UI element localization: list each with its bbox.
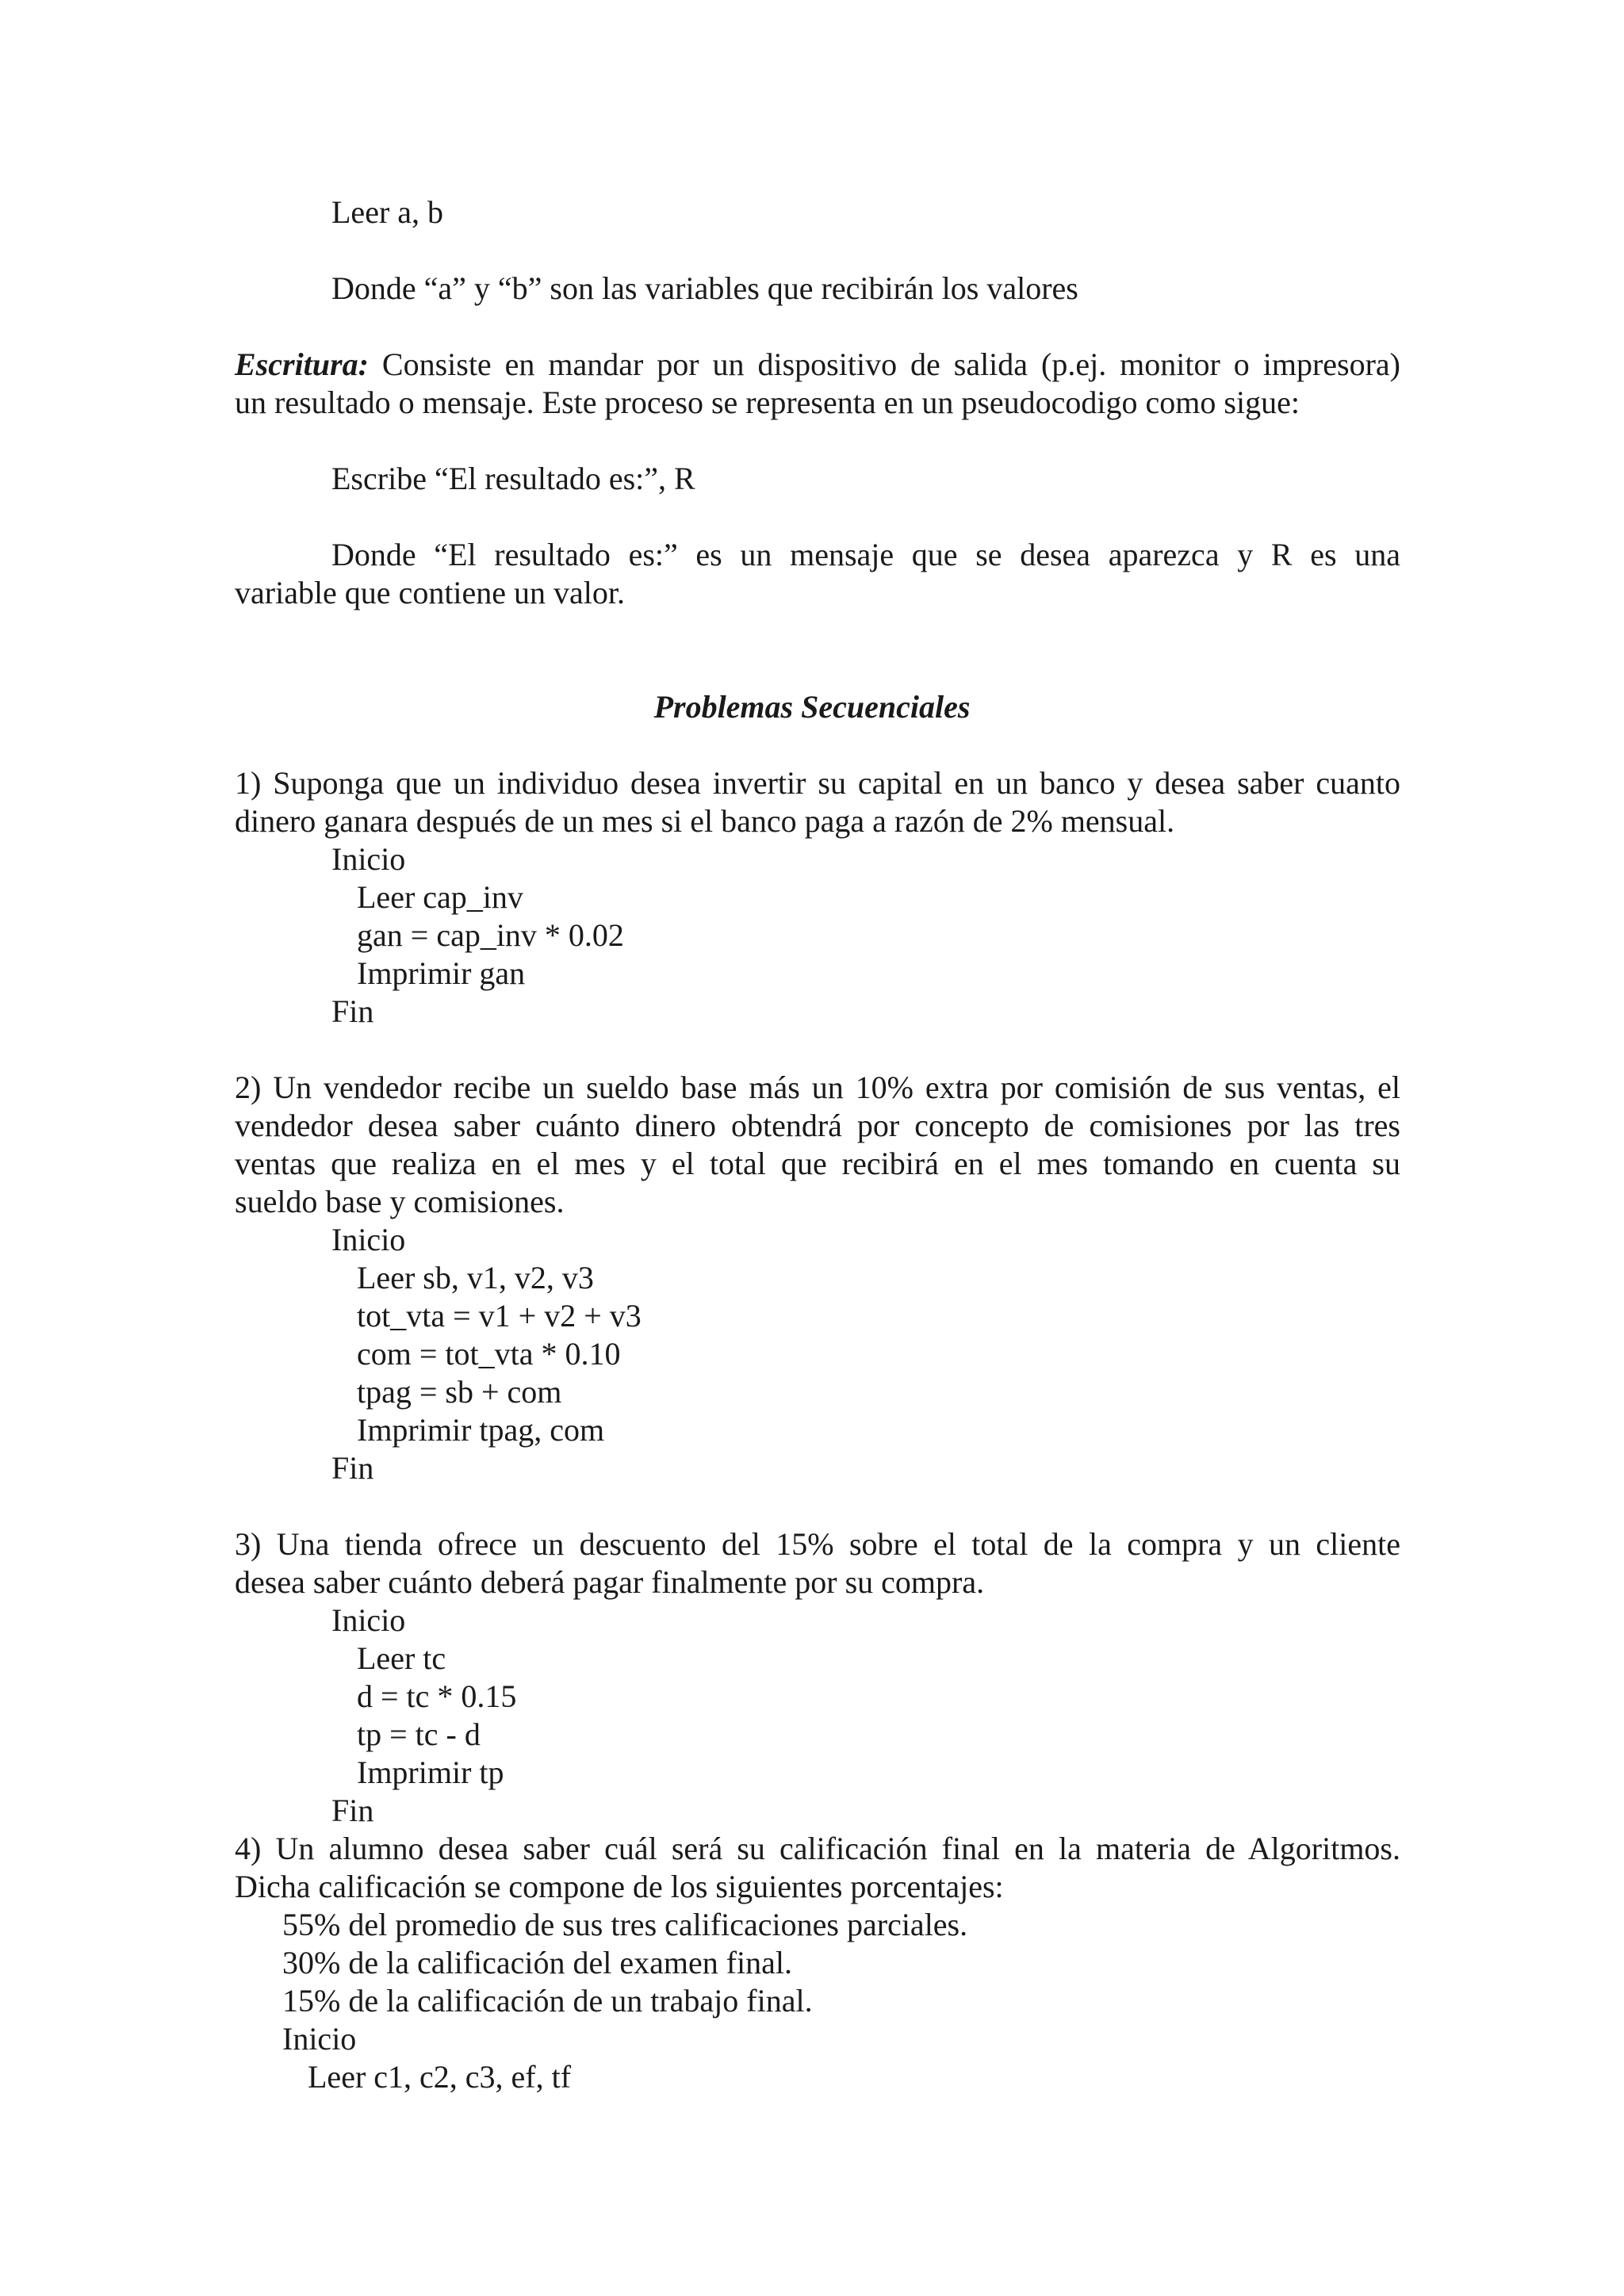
problem-1-code-fin: Fin xyxy=(331,993,374,1029)
problem-1-code-line: gan = cap_inv * 0.02 xyxy=(357,917,624,953)
problem-3-code-line: tp = tc - d xyxy=(357,1716,481,1752)
problem-1-code-inicio: Inicio xyxy=(331,841,406,877)
problem-2-text-line-1: 2) Un vendedor recibe un sueldo base más un 10% extra por comisión de sus ventas, el xyxy=(235,1070,1400,1105)
problem-2-text-line-3: ventas que realiza en el mes y el total que recibirá en el mes tomando en cuenta su xyxy=(235,1146,1400,1181)
problem-4-text-line-1: 4) Un alumno desea saber cuál será su calificación final en la materia de Algoritmos. xyxy=(235,1831,1400,1866)
problem-3-text-line-2: desea saber cuánto deberá pagar finalmente por su compra. xyxy=(235,1564,985,1600)
donde-paragraph-line-2: variable que contiene un valor. xyxy=(235,575,626,610)
problem-3-code-line: Imprimir tp xyxy=(357,1755,504,1790)
problem-3-text-line-1: 3) Una tienda ofrece un descuento del 15% sobre el total de la compra y un cliente xyxy=(235,1526,1400,1562)
escritura-paragraph-line-2: un resultado o mensaje. Este proceso se representa en un pseudocodigo como sigue: xyxy=(235,385,1300,420)
leer-description: Donde “a” y “b” son las variables que recibirán los valores xyxy=(331,270,1078,306)
problem-2-text-line-2: vendedor desea saber cuánto dinero obtendrá por concepto de comisiones por las tres xyxy=(235,1108,1400,1143)
escritura-text-1: Consiste en mandar por un dispositivo de salida (p.ej. monitor o impresora) xyxy=(368,346,1400,382)
problem-2-code-fin: Fin xyxy=(331,1450,374,1486)
donde-paragraph-line-1: Donde “El resultado es:” es un mensaje que se desea aparezca y R es una xyxy=(331,537,1400,572)
problem-1-text-line-1: 1) Suponga que un individuo desea invertir su capital en un banco y desea saber cuanto xyxy=(235,765,1400,801)
problem-2-code-line: com = tot_vta * 0.10 xyxy=(357,1336,621,1372)
problem-2-code-inicio: Inicio xyxy=(331,1222,406,1257)
problem-4-code-line: Leer c1, c2, c3, ef, tf xyxy=(308,2059,572,2095)
problem-4-percentage: 15% de la calificación de un trabajo final. xyxy=(282,1983,813,2019)
problem-3-code-line: Leer tc xyxy=(357,1640,446,1676)
problem-1-code-line: Imprimir gan xyxy=(357,955,526,991)
problem-3-code-line: d = tc * 0.15 xyxy=(357,1678,517,1714)
section-title: Problemas Secuenciales xyxy=(653,689,971,725)
problem-1-code-line: Leer cap_inv xyxy=(357,879,523,915)
escritura-label: Escritura: xyxy=(235,346,369,382)
problem-4-code-inicio: Inicio xyxy=(282,2021,357,2057)
problem-4-percentage: 30% de la calificación del examen final. xyxy=(282,1945,793,1980)
problem-4-percentage: 55% del promedio de sus tres calificaciones parciales. xyxy=(282,1907,968,1942)
leer-example: Leer a, b xyxy=(331,194,444,230)
problem-2-code-line: tpag = sb + com xyxy=(357,1374,562,1410)
problem-1-text-line-2: dinero ganara después de un mes si el banco paga a razón de 2% mensual. xyxy=(235,803,1175,839)
problem-2-code-line: Imprimir tpag, com xyxy=(357,1412,605,1448)
problem-2-code-line: tot_vta = v1 + v2 + v3 xyxy=(357,1298,642,1334)
problem-2-code-line: Leer sb, v1, v2, v3 xyxy=(357,1260,594,1295)
problem-3-code-fin: Fin xyxy=(331,1793,374,1828)
escribe-example: Escribe “El resultado es:”, R xyxy=(331,461,695,496)
escritura-paragraph-line-1 xyxy=(235,346,1400,384)
problem-3-code-inicio: Inicio xyxy=(331,1602,406,1638)
problem-2-text-line-4: sueldo base y comisiones. xyxy=(235,1184,565,1219)
problem-4-text-line-2: Dicha calificación se compone de los siguientes porcentajes: xyxy=(235,1869,1004,1904)
